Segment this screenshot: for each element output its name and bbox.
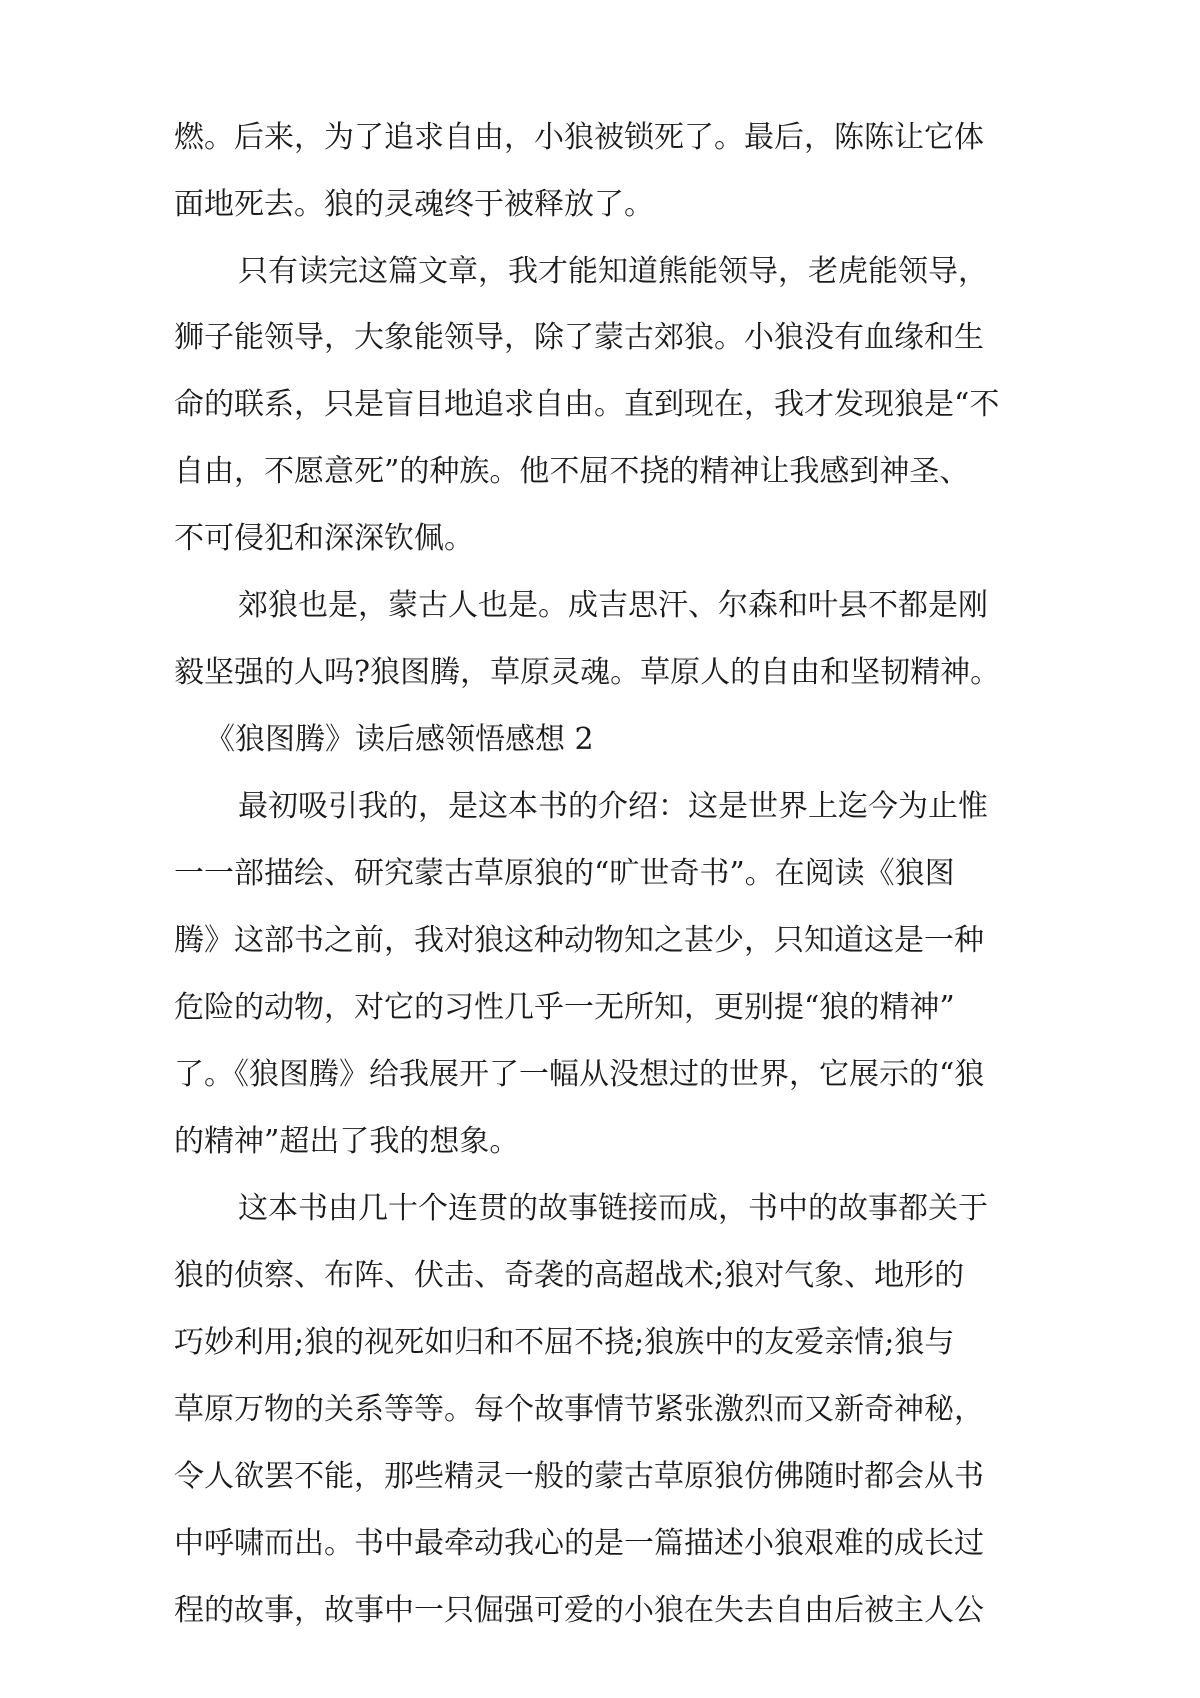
- text-line: 郊狼也是，蒙古人也是。成吉思汗、尔森和叶县不都是刚: [238, 588, 988, 623]
- text-line: 危险的动物，对它的习性几乎一无所知，更别提“狼的精神”: [174, 990, 955, 1025]
- text-line: 的精神”超出了我的想象。: [174, 1124, 520, 1159]
- text-line: 不可侵犯和深深钦佩。: [174, 521, 474, 556]
- text-line: 狮子能领导，大象能领导，除了蒙古郊狼。小狼没有血缘和生: [174, 320, 984, 355]
- text-line: 这本书由几十个连贯的故事链接而成，书中的故事都关于: [238, 1191, 988, 1226]
- text-line: 一一部描绘、研究蒙古草原狼的“旷世奇书”。在阅读《狼图: [174, 856, 955, 891]
- text-line: 只有读完这篇文章，我才能知道熊能领导，老虎能领导，: [238, 254, 988, 289]
- text-line: 中呼啸而出。书中最牵动我心的是一篇描述小狼艰难的成长过: [174, 1526, 984, 1561]
- text-line: 面地死去。狼的灵魂终于被释放了。: [174, 187, 654, 222]
- text-line: 最初吸引我的，是这本书的介绍：这是世界上迄今为止惟: [238, 789, 988, 824]
- text-line: 巧妙利用;狼的视死如归和不屈不挠;狼族中的友爱亲情;狼与: [174, 1325, 955, 1360]
- text-line: 草原万物的关系等等。每个故事情节紧张激烈而又新奇神秘，: [174, 1392, 984, 1427]
- text-line: 腾》这部书之前，我对狼这种动物知之甚少，只知道这是一种: [174, 923, 984, 958]
- text-line: 令人欲罢不能，那些精灵一般的蒙古草原狼仿佛随时都会从书: [174, 1459, 984, 1494]
- text-line: 毅坚强的人吗?狼图腾，草原灵魂。草原人的自由和坚韧精神。: [174, 655, 1001, 690]
- text-line: 程的故事，故事中一只倔强可爱的小狼在失去自由后被主人公: [174, 1593, 984, 1628]
- section-heading: 《狼图腾》读后感领悟感想 2: [205, 722, 594, 757]
- text-line: 了。《狼图腾》给我展开了一幅从没想过的世界，它展示的“狼: [174, 1057, 985, 1092]
- text-line: 自由，不愿意死”的种族。他不屈不挠的精神让我感到神圣、: [174, 454, 970, 489]
- text-line: 命的联系，只是盲目地追求自由。直到现在，我才发现狼是“不: [174, 387, 1000, 422]
- text-line: 狼的侦察、布阵、伏击、奇袭的高超战术;狼对气象、地形的: [174, 1258, 965, 1293]
- text-line: 燃。后来，为了追求自由，小狼被锁死了。最后，陈陈让它体: [174, 120, 984, 155]
